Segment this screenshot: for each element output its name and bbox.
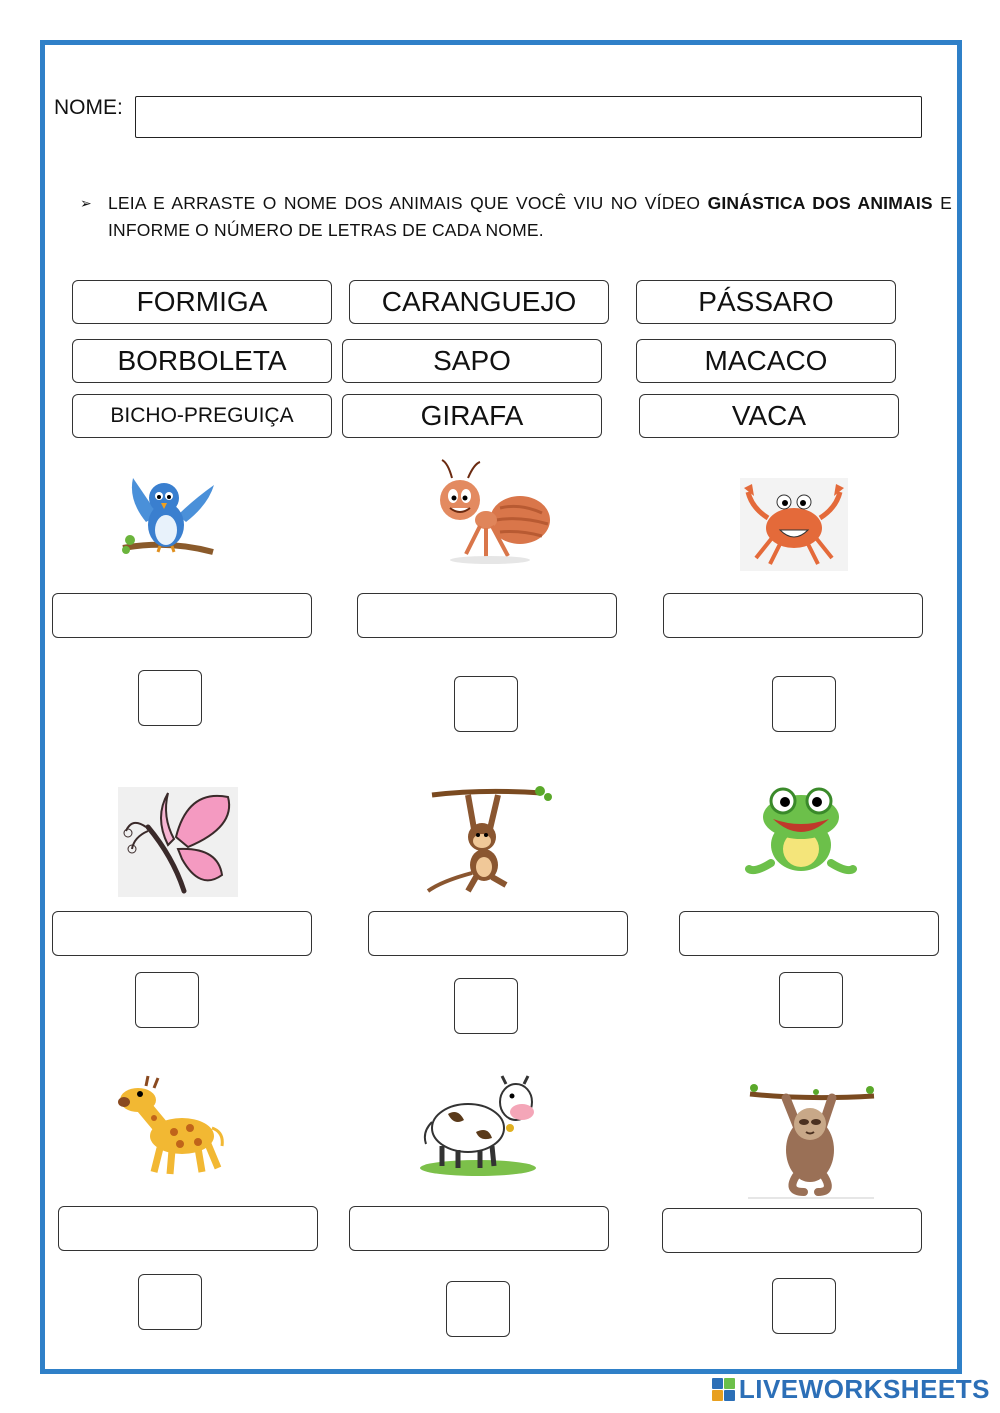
name-label: NOME: <box>54 96 123 119</box>
name-field[interactable] <box>135 96 922 138</box>
letter-count-ant[interactable] <box>454 676 518 732</box>
word-tile-vaca[interactable]: VACA <box>639 394 899 438</box>
arrow-bullet-icon: ➢ <box>80 195 92 211</box>
answer-field-giraffe[interactable] <box>58 1206 318 1251</box>
crab-icon <box>740 478 848 571</box>
word-tile-formiga[interactable]: FORMIGA <box>72 280 332 324</box>
answer-field-monkey[interactable] <box>368 911 628 956</box>
ant-icon <box>430 458 555 566</box>
word-tile-passaro[interactable]: PÁSSARO <box>636 280 896 324</box>
monkey-icon <box>422 785 552 895</box>
letter-count-frog[interactable] <box>779 972 843 1028</box>
answer-field-ant[interactable] <box>357 593 617 638</box>
word-tile-macaco[interactable]: MACACO <box>636 339 896 383</box>
giraffe-icon <box>118 1072 226 1178</box>
answer-field-butterfly[interactable] <box>52 911 312 956</box>
answer-field-crab[interactable] <box>663 593 923 638</box>
word-tile-girafa[interactable]: GIRAFA <box>342 394 602 438</box>
frog-icon <box>745 783 857 879</box>
logo-mark-icon <box>712 1378 735 1401</box>
letter-count-giraffe[interactable] <box>138 1274 202 1330</box>
word-tile-sapo[interactable]: SAPO <box>342 339 602 383</box>
letter-count-crab[interactable] <box>772 676 836 732</box>
instruction-text-2: E INFORME O NÚMERO DE LETRAS DE CADA NOME. <box>108 193 953 240</box>
letter-count-cow[interactable] <box>446 1281 510 1337</box>
instruction <box>80 190 952 244</box>
word-tile-caranguejo[interactable]: CARANGUEJO <box>349 280 609 324</box>
instruction-text-1: LEIA E ARRASTE O NOME DOS ANIMAIS QUE VOCÊ VIU NO VÍDEO <box>108 193 708 213</box>
logo-text: LIVEWORKSHEETS <box>738 1374 990 1404</box>
answer-field-cow[interactable] <box>349 1206 609 1251</box>
instruction-bold: GINÁSTICA DOS ANIMAIS <box>707 193 933 213</box>
word-tile-borboleta[interactable]: BORBOLETA <box>72 339 332 383</box>
letter-count-monkey[interactable] <box>454 978 518 1034</box>
letter-count-butterfly[interactable] <box>135 972 199 1028</box>
answer-field-frog[interactable] <box>679 911 939 956</box>
sloth-icon <box>746 1080 876 1200</box>
letter-count-sloth[interactable] <box>772 1278 836 1334</box>
liveworksheets-logo <box>712 1374 990 1405</box>
cow-icon <box>418 1072 538 1176</box>
word-tile-bicho-preguica[interactable]: BICHO-PREGUIÇA <box>72 394 332 438</box>
bird-icon <box>118 470 218 565</box>
letter-count-bird[interactable] <box>138 670 202 726</box>
butterfly-icon <box>118 787 238 897</box>
answer-field-sloth[interactable] <box>662 1208 922 1253</box>
answer-field-bird[interactable] <box>52 593 312 638</box>
